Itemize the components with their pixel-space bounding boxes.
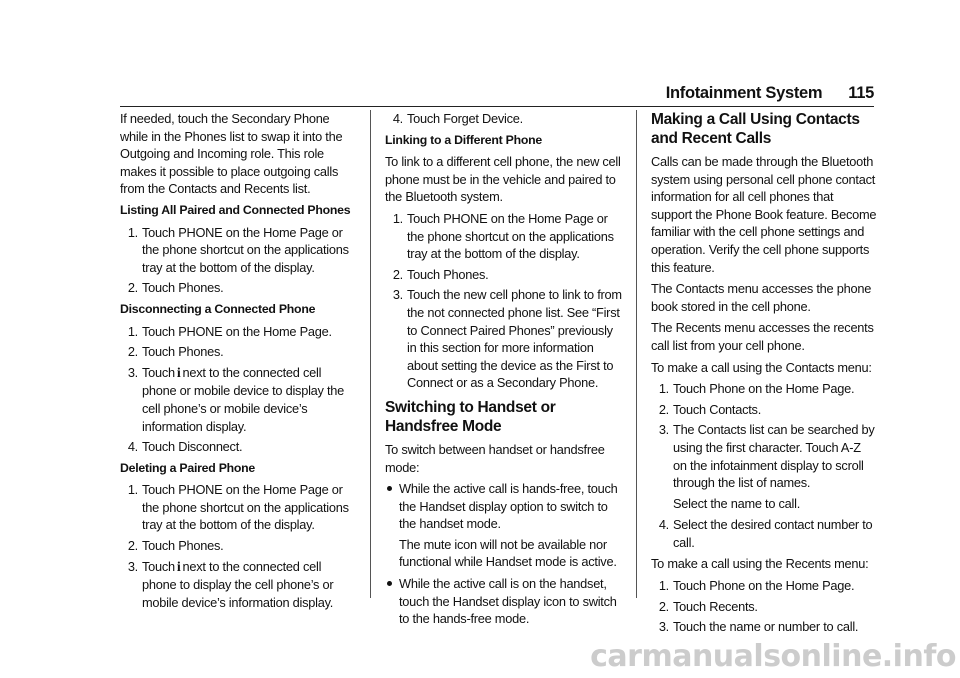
page-number: 115 [848, 84, 874, 102]
disconnect-steps [120, 323, 356, 456]
list-item: 2. Touch Phones. [127, 280, 224, 296]
list-item: 1. Touch Phone on the Home Page. [658, 381, 855, 397]
delete-steps-continued [385, 110, 623, 128]
intro-paragraph: If needed, touch the Secondary Phone while in the Phones list to swap it into the Outgoing and Incoming role. This role makes it possible to place outgoing calls from the Contacts and Recents list. [120, 111, 343, 197]
list-item: While the active call is hands-free, touch the Handset display option to switch to the handset mode. The mute icon will not be available nor functional while Handset mode is active. [385, 480, 623, 571]
column-1 [120, 110, 356, 615]
paragraph: The Recents menu accesses the recents call list from your cell phone. [651, 320, 874, 353]
bullet-note: The mute icon will not be available nor functional while Handset mode is active. [399, 536, 617, 570]
list-item: 1. Touch PHONE on the Home Page or the phone shortcut on the applications tray at the bottom of the display. [392, 210, 614, 262]
linking-heading: Linking to a Different Phone [385, 132, 542, 147]
page-header [666, 84, 874, 103]
list-item: 4. Touch Disconnect. [127, 439, 243, 455]
list-item: 2. Touch Phones. [392, 266, 489, 282]
delete-heading: Deleting a Paired Phone [120, 460, 256, 475]
info-icon: i [176, 559, 181, 575]
list-item: 3. Touch i next to the connected cell phone to display the cell phone’s or mobile device’s information display. [127, 558, 334, 610]
header-rule [120, 106, 874, 107]
disconnect-heading: Disconnecting a Connected Phone [120, 301, 316, 316]
bullet-icon [387, 486, 392, 491]
step-note: Select the name to call. [673, 495, 801, 511]
recents-intro: To make a call using the Recents menu: [651, 556, 869, 572]
list-item: 2. Touch Contacts. [658, 401, 762, 417]
list-item: 3. Touch the name or number to call. [658, 619, 859, 635]
listing-heading: Listing All Paired and Connected Phones [120, 202, 351, 217]
column-3 [651, 110, 877, 640]
list-item: 2. Touch Phones. [127, 538, 224, 554]
linking-intro: To link to a different cell phone, the new cell phone must be in the vehicle and paired to the Bluetooth system. [385, 154, 621, 205]
list-item: 1. Touch PHONE on the Home Page. [127, 323, 332, 339]
list-item: 1. Touch PHONE on the Home Page or the phone shortcut on the applications tray at the bottom of the display. [127, 482, 349, 533]
recents-steps [651, 577, 877, 636]
watermark: carmanualsonline.info [590, 639, 956, 674]
switch-heading: Switching to Handset or Handsfree Mode [385, 398, 556, 435]
column-divider [370, 110, 371, 598]
list-item: 3. The Contacts list can be searched by using the first character. Touch A-Z on the infotainment display to scroll through the list of names. Select the name to call. [651, 421, 877, 512]
list-item: 1. Touch Phone on the Home Page. [658, 578, 855, 594]
list-item: 1. Touch PHONE on the Home Page or the phone shortcut on the applications tray at the bottom of the display. [127, 224, 349, 275]
column-divider [636, 110, 637, 598]
list-item: 4. Touch Forget Device. [392, 111, 523, 126]
list-item: 2. Touch Recents. [658, 598, 758, 614]
linking-steps [385, 210, 623, 392]
delete-steps [120, 481, 356, 611]
switch-intro: To switch between handset or handsfree mode: [385, 441, 605, 475]
header-title: Infotainment System [665, 84, 823, 102]
list-item: 4. Select the desired contact number to call. [658, 517, 873, 550]
paragraph: Calls can be made through the Bluetooth system using personal cell phone contact information for all cell phones that support the Phone Book feature. Become familiar with the cell phone settings and operation. Verify the cell phone supports this feature. [651, 154, 877, 275]
paragraph: The Contacts menu accesses the phone book stored in the cell phone. [651, 281, 872, 314]
list-item: 2. Touch Phones. [127, 344, 224, 360]
contacts-steps [651, 380, 877, 551]
list-item: While the active call is on the handset, touch the Handset display icon to switch to the hands-free mode. [385, 575, 623, 628]
list-item: 3. Touch the new cell phone to link to from the not connected phone list. See “First to Connect Paired Phones” previously in this section for more information about setting the device as the First to Connect or as a Secondary Phone. [392, 287, 622, 391]
listing-steps [120, 224, 356, 297]
column-2 [385, 110, 623, 632]
info-icon: i [176, 365, 181, 381]
list-item: 3. Touch i next to the connected cell phone or mobile device to display the cell phone’s or mobile device’s information display. [127, 364, 345, 434]
switch-bullets [385, 480, 623, 628]
bullet-icon [387, 581, 392, 586]
contacts-intro: To make a call using the Contacts menu: [651, 359, 872, 375]
contacts-heading: Making a Call Using Contacts and Recent Calls [651, 111, 860, 147]
